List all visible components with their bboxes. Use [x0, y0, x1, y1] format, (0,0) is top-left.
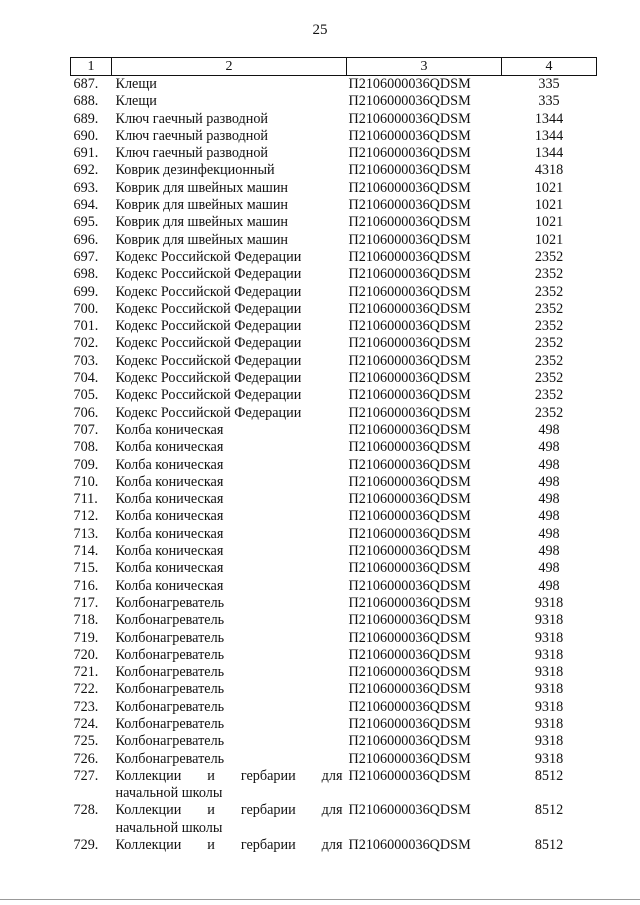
item-name-word: и	[207, 802, 215, 819]
table-row	[71, 526, 597, 543]
item-quantity: 9318	[534, 733, 564, 750]
row-number: 710.	[73, 473, 99, 490]
item-name: Колба коническая	[115, 525, 224, 542]
row-number: 719.	[73, 629, 99, 646]
item-code: П2106000036QDSM	[348, 525, 471, 542]
item-name: Колба коническая	[115, 421, 224, 438]
item-quantity: 1344	[534, 110, 564, 127]
table-row	[71, 647, 597, 664]
item-code: П2106000036QDSM	[348, 110, 471, 127]
item-code: П2106000036QDSM	[348, 93, 471, 110]
item-quantity: 2352	[534, 404, 564, 421]
item-name: Колбонагреватель	[115, 733, 225, 750]
item-name: Колба коническая	[115, 543, 224, 560]
table-row	[71, 681, 597, 698]
row-number: 702.	[73, 335, 99, 352]
table-row	[71, 162, 597, 179]
table-row	[71, 370, 597, 387]
table-row	[71, 802, 597, 837]
item-code: П2106000036QDSM	[348, 179, 471, 196]
item-name: Колбонагреватель	[115, 681, 225, 698]
item-quantity: 9318	[534, 629, 564, 646]
table-row	[71, 353, 597, 370]
item-name: Колба коническая	[115, 491, 224, 508]
item-name: Клещи	[115, 76, 157, 92]
row-number: 695.	[73, 214, 99, 231]
row-number: 699.	[73, 283, 99, 300]
row-number: 692.	[73, 162, 99, 179]
item-name: Колба коническая	[115, 473, 224, 490]
table-row	[71, 301, 597, 318]
row-number: 717.	[73, 594, 99, 611]
item-name: Колбонагреватель	[115, 594, 225, 611]
item-quantity: 335	[538, 93, 560, 110]
item-name: Ключ гаечный разводной	[115, 110, 269, 127]
item-name: Коврик для швейных машин	[115, 197, 289, 214]
table-row	[71, 595, 597, 612]
row-number: 715.	[73, 560, 99, 577]
table-row	[71, 733, 597, 750]
row-number: 725.	[73, 733, 99, 750]
item-name: Ключ гаечный разводной	[115, 127, 269, 144]
item-quantity: 335	[538, 76, 560, 92]
row-number: 694.	[73, 197, 99, 214]
item-name-word: для	[321, 802, 343, 819]
item-name	[112, 768, 347, 803]
item-name: Ключ гаечный разводной	[115, 145, 269, 162]
row-number: 689.	[73, 110, 99, 127]
table-row	[71, 145, 597, 162]
item-name: Кодекс Российской Федерации	[115, 404, 302, 421]
item-name: Колба коническая	[115, 560, 224, 577]
table-row	[71, 266, 597, 283]
table-row	[71, 508, 597, 525]
item-quantity: 9318	[534, 646, 564, 663]
item-quantity: 498	[538, 543, 560, 560]
item-name: Коврик для швейных машин	[115, 214, 289, 231]
item-name: Кодекс Российской Федерации	[115, 387, 302, 404]
item-quantity: 498	[538, 560, 560, 577]
item-code: П2106000036QDSM	[348, 404, 471, 421]
item-code: П2106000036QDSM	[348, 715, 471, 732]
table-row	[71, 474, 597, 491]
item-code: П2106000036QDSM	[348, 300, 471, 317]
item-quantity: 9318	[534, 681, 564, 698]
row-number: 726.	[73, 750, 99, 767]
row-number: 718.	[73, 612, 99, 629]
item-name-word: Коллекции	[115, 767, 182, 784]
items-table	[70, 57, 597, 854]
row-number: 727.	[73, 767, 99, 784]
item-name: Колбонагреватель	[115, 629, 225, 646]
table-row	[71, 630, 597, 647]
item-name: Кодекс Российской Федерации	[115, 352, 302, 369]
row-number: 712.	[73, 508, 99, 525]
header-col-4: 4	[502, 58, 597, 76]
item-quantity: 8512	[534, 767, 564, 784]
item-code: П2106000036QDSM	[348, 197, 471, 214]
item-name	[112, 837, 347, 854]
table-header	[71, 58, 597, 76]
page-number: 25	[312, 22, 328, 38]
item-name: Кодекс Российской Федерации	[115, 318, 302, 335]
item-code: П2106000036QDSM	[348, 283, 471, 300]
item-code: П2106000036QDSM	[348, 318, 471, 335]
item-code: П2106000036QDSM	[348, 421, 471, 438]
item-code: П2106000036QDSM	[348, 335, 471, 352]
item-code: П2106000036QDSM	[348, 370, 471, 387]
table-row	[71, 457, 597, 474]
item-quantity: 2352	[534, 300, 564, 317]
row-number: 713.	[73, 525, 99, 542]
item-code: П2106000036QDSM	[348, 248, 471, 265]
row-number: 721.	[73, 664, 99, 681]
table-row	[71, 837, 597, 854]
item-quantity: 2352	[534, 370, 564, 387]
row-number: 687.	[73, 76, 99, 92]
item-code: П2106000036QDSM	[348, 352, 471, 369]
table-row	[71, 232, 597, 249]
item-code: П2106000036QDSM	[348, 733, 471, 750]
table-row	[71, 699, 597, 716]
row-number: 703.	[73, 352, 99, 369]
page-bottom-rule	[0, 899, 640, 900]
item-code: П2106000036QDSM	[348, 560, 471, 577]
item-name: Колбонагреватель	[115, 646, 225, 663]
header-col-3: 3	[347, 58, 502, 76]
header-col-1: 1	[71, 58, 112, 76]
item-quantity: 4318	[534, 162, 564, 179]
item-code: П2106000036QDSM	[348, 387, 471, 404]
item-name-word: гербарии	[240, 837, 296, 854]
item-quantity: 2352	[534, 318, 564, 335]
row-number: 696.	[73, 231, 99, 248]
item-code: П2106000036QDSM	[348, 508, 471, 525]
item-name-word: гербарии	[240, 767, 296, 784]
item-quantity: 498	[538, 439, 560, 456]
row-number: 700.	[73, 300, 99, 317]
row-number: 716.	[73, 577, 99, 594]
row-number: 709.	[73, 456, 99, 473]
item-quantity: 498	[538, 577, 560, 594]
item-quantity: 9318	[534, 715, 564, 732]
row-number: 729.	[73, 837, 99, 854]
item-quantity: 498	[538, 525, 560, 542]
item-quantity: 1021	[534, 197, 564, 214]
table-row	[71, 578, 597, 595]
item-code: П2106000036QDSM	[348, 802, 471, 819]
row-number: 722.	[73, 681, 99, 698]
row-number: 698.	[73, 266, 99, 283]
item-name: Колбонагреватель	[115, 715, 225, 732]
item-quantity: 8512	[534, 802, 564, 819]
item-quantity: 2352	[534, 352, 564, 369]
item-code: П2106000036QDSM	[348, 612, 471, 629]
item-code: П2106000036QDSM	[348, 543, 471, 560]
table-row	[71, 439, 597, 456]
item-name: Кодекс Российской Федерации	[115, 335, 302, 352]
item-quantity: 2352	[534, 335, 564, 352]
item-name: Коврик для швейных машин	[115, 179, 289, 196]
row-number: 723.	[73, 698, 99, 715]
item-name-word: для	[321, 837, 343, 854]
table-row	[71, 543, 597, 560]
item-name-continuation: начальной школы	[115, 819, 223, 836]
item-code: П2106000036QDSM	[348, 145, 471, 162]
item-name: Колба коническая	[115, 577, 224, 594]
item-code: П2106000036QDSM	[348, 837, 471, 854]
item-quantity: 9318	[534, 664, 564, 681]
table-row	[71, 318, 597, 335]
item-name: Кодекс Российской Федерации	[115, 370, 302, 387]
item-quantity: 1344	[534, 145, 564, 162]
table-row	[71, 422, 597, 439]
row-number: 708.	[73, 439, 99, 456]
table-row	[71, 284, 597, 301]
item-quantity: 9318	[534, 750, 564, 767]
table-row	[71, 716, 597, 733]
item-quantity: 498	[538, 456, 560, 473]
item-code: П2106000036QDSM	[348, 698, 471, 715]
item-name: Колбонагреватель	[115, 750, 225, 767]
item-quantity: 9318	[534, 594, 564, 611]
item-name-word: и	[207, 837, 215, 854]
table-row	[71, 214, 597, 231]
row-number: 720.	[73, 646, 99, 663]
item-name-word: гербарии	[240, 802, 296, 819]
row-number: 701.	[73, 318, 99, 335]
table-row	[71, 491, 597, 508]
item-quantity: 1021	[534, 231, 564, 248]
item-name: Коврик для швейных машин	[115, 231, 289, 248]
row-number: 691.	[73, 145, 99, 162]
item-code: П2106000036QDSM	[348, 76, 471, 92]
item-code: П2106000036QDSM	[348, 231, 471, 248]
item-quantity: 9318	[534, 612, 564, 629]
table-row	[71, 768, 597, 803]
item-quantity: 8512	[534, 837, 564, 854]
table-row	[71, 128, 597, 145]
item-name: Колбонагреватель	[115, 698, 225, 715]
row-number: 728.	[73, 802, 99, 819]
item-name: Коврик дезинфекционный	[115, 162, 275, 179]
item-quantity: 1021	[534, 179, 564, 196]
table-row	[71, 180, 597, 197]
item-code: П2106000036QDSM	[348, 594, 471, 611]
item-code: П2106000036QDSM	[348, 629, 471, 646]
item-code: П2106000036QDSM	[348, 127, 471, 144]
item-code: П2106000036QDSM	[348, 491, 471, 508]
table-row	[71, 111, 597, 128]
item-name: Колба коническая	[115, 456, 224, 473]
row-number: 697.	[73, 248, 99, 265]
row-number: 706.	[73, 404, 99, 421]
table-row	[71, 405, 597, 422]
row-number: 693.	[73, 179, 99, 196]
table-row	[71, 335, 597, 352]
item-code: П2106000036QDSM	[348, 162, 471, 179]
item-quantity: 2352	[534, 283, 564, 300]
item-quantity: 1021	[534, 214, 564, 231]
item-code: П2106000036QDSM	[348, 439, 471, 456]
item-name	[112, 802, 347, 837]
item-code: П2106000036QDSM	[348, 681, 471, 698]
table-row	[71, 76, 597, 94]
row-number: 688.	[73, 93, 99, 110]
item-name: Кодекс Российской Федерации	[115, 283, 302, 300]
item-name: Кодекс Российской Федерации	[115, 248, 302, 265]
table-row	[71, 197, 597, 214]
item-quantity: 498	[538, 421, 560, 438]
row-number: 714.	[73, 543, 99, 560]
item-code: П2106000036QDSM	[348, 266, 471, 283]
item-quantity: 1344	[534, 127, 564, 144]
item-code: П2106000036QDSM	[348, 664, 471, 681]
item-name-word: и	[207, 767, 215, 784]
item-name: Колбонагреватель	[115, 664, 225, 681]
item-name: Кодекс Российской Федерации	[115, 266, 302, 283]
table-row	[71, 93, 597, 110]
item-name-continuation: начальной школы	[115, 785, 223, 802]
item-quantity: 9318	[534, 698, 564, 715]
table-row	[71, 664, 597, 681]
item-code: П2106000036QDSM	[348, 214, 471, 231]
header-col-2: 2	[112, 58, 347, 76]
item-quantity: 2352	[534, 266, 564, 283]
item-quantity: 2352	[534, 248, 564, 265]
item-quantity: 498	[538, 491, 560, 508]
table-row	[71, 387, 597, 404]
item-quantity: 498	[538, 473, 560, 490]
item-name: Клещи	[115, 93, 157, 110]
item-name: Кодекс Российской Федерации	[115, 300, 302, 317]
row-number: 724.	[73, 715, 99, 732]
row-number: 707.	[73, 421, 99, 438]
table-row	[71, 249, 597, 266]
item-code: П2106000036QDSM	[348, 767, 471, 784]
item-name: Колба коническая	[115, 508, 224, 525]
row-number: 690.	[73, 127, 99, 144]
item-quantity: 498	[538, 508, 560, 525]
table-row	[71, 612, 597, 629]
row-number: 705.	[73, 387, 99, 404]
table-body	[71, 76, 597, 855]
row-number: 704.	[73, 370, 99, 387]
table-row	[71, 751, 597, 768]
item-code: П2106000036QDSM	[348, 473, 471, 490]
item-name-word: Коллекции	[115, 837, 182, 854]
item-name-word: для	[321, 767, 343, 784]
item-name-word: Коллекции	[115, 802, 182, 819]
item-code: П2106000036QDSM	[348, 456, 471, 473]
row-number: 711.	[73, 491, 98, 508]
item-code: П2106000036QDSM	[348, 577, 471, 594]
item-name: Колбонагреватель	[115, 612, 225, 629]
item-name: Колба коническая	[115, 439, 224, 456]
table-row	[71, 560, 597, 577]
item-quantity: 2352	[534, 387, 564, 404]
item-code: П2106000036QDSM	[348, 646, 471, 663]
item-code: П2106000036QDSM	[348, 750, 471, 767]
